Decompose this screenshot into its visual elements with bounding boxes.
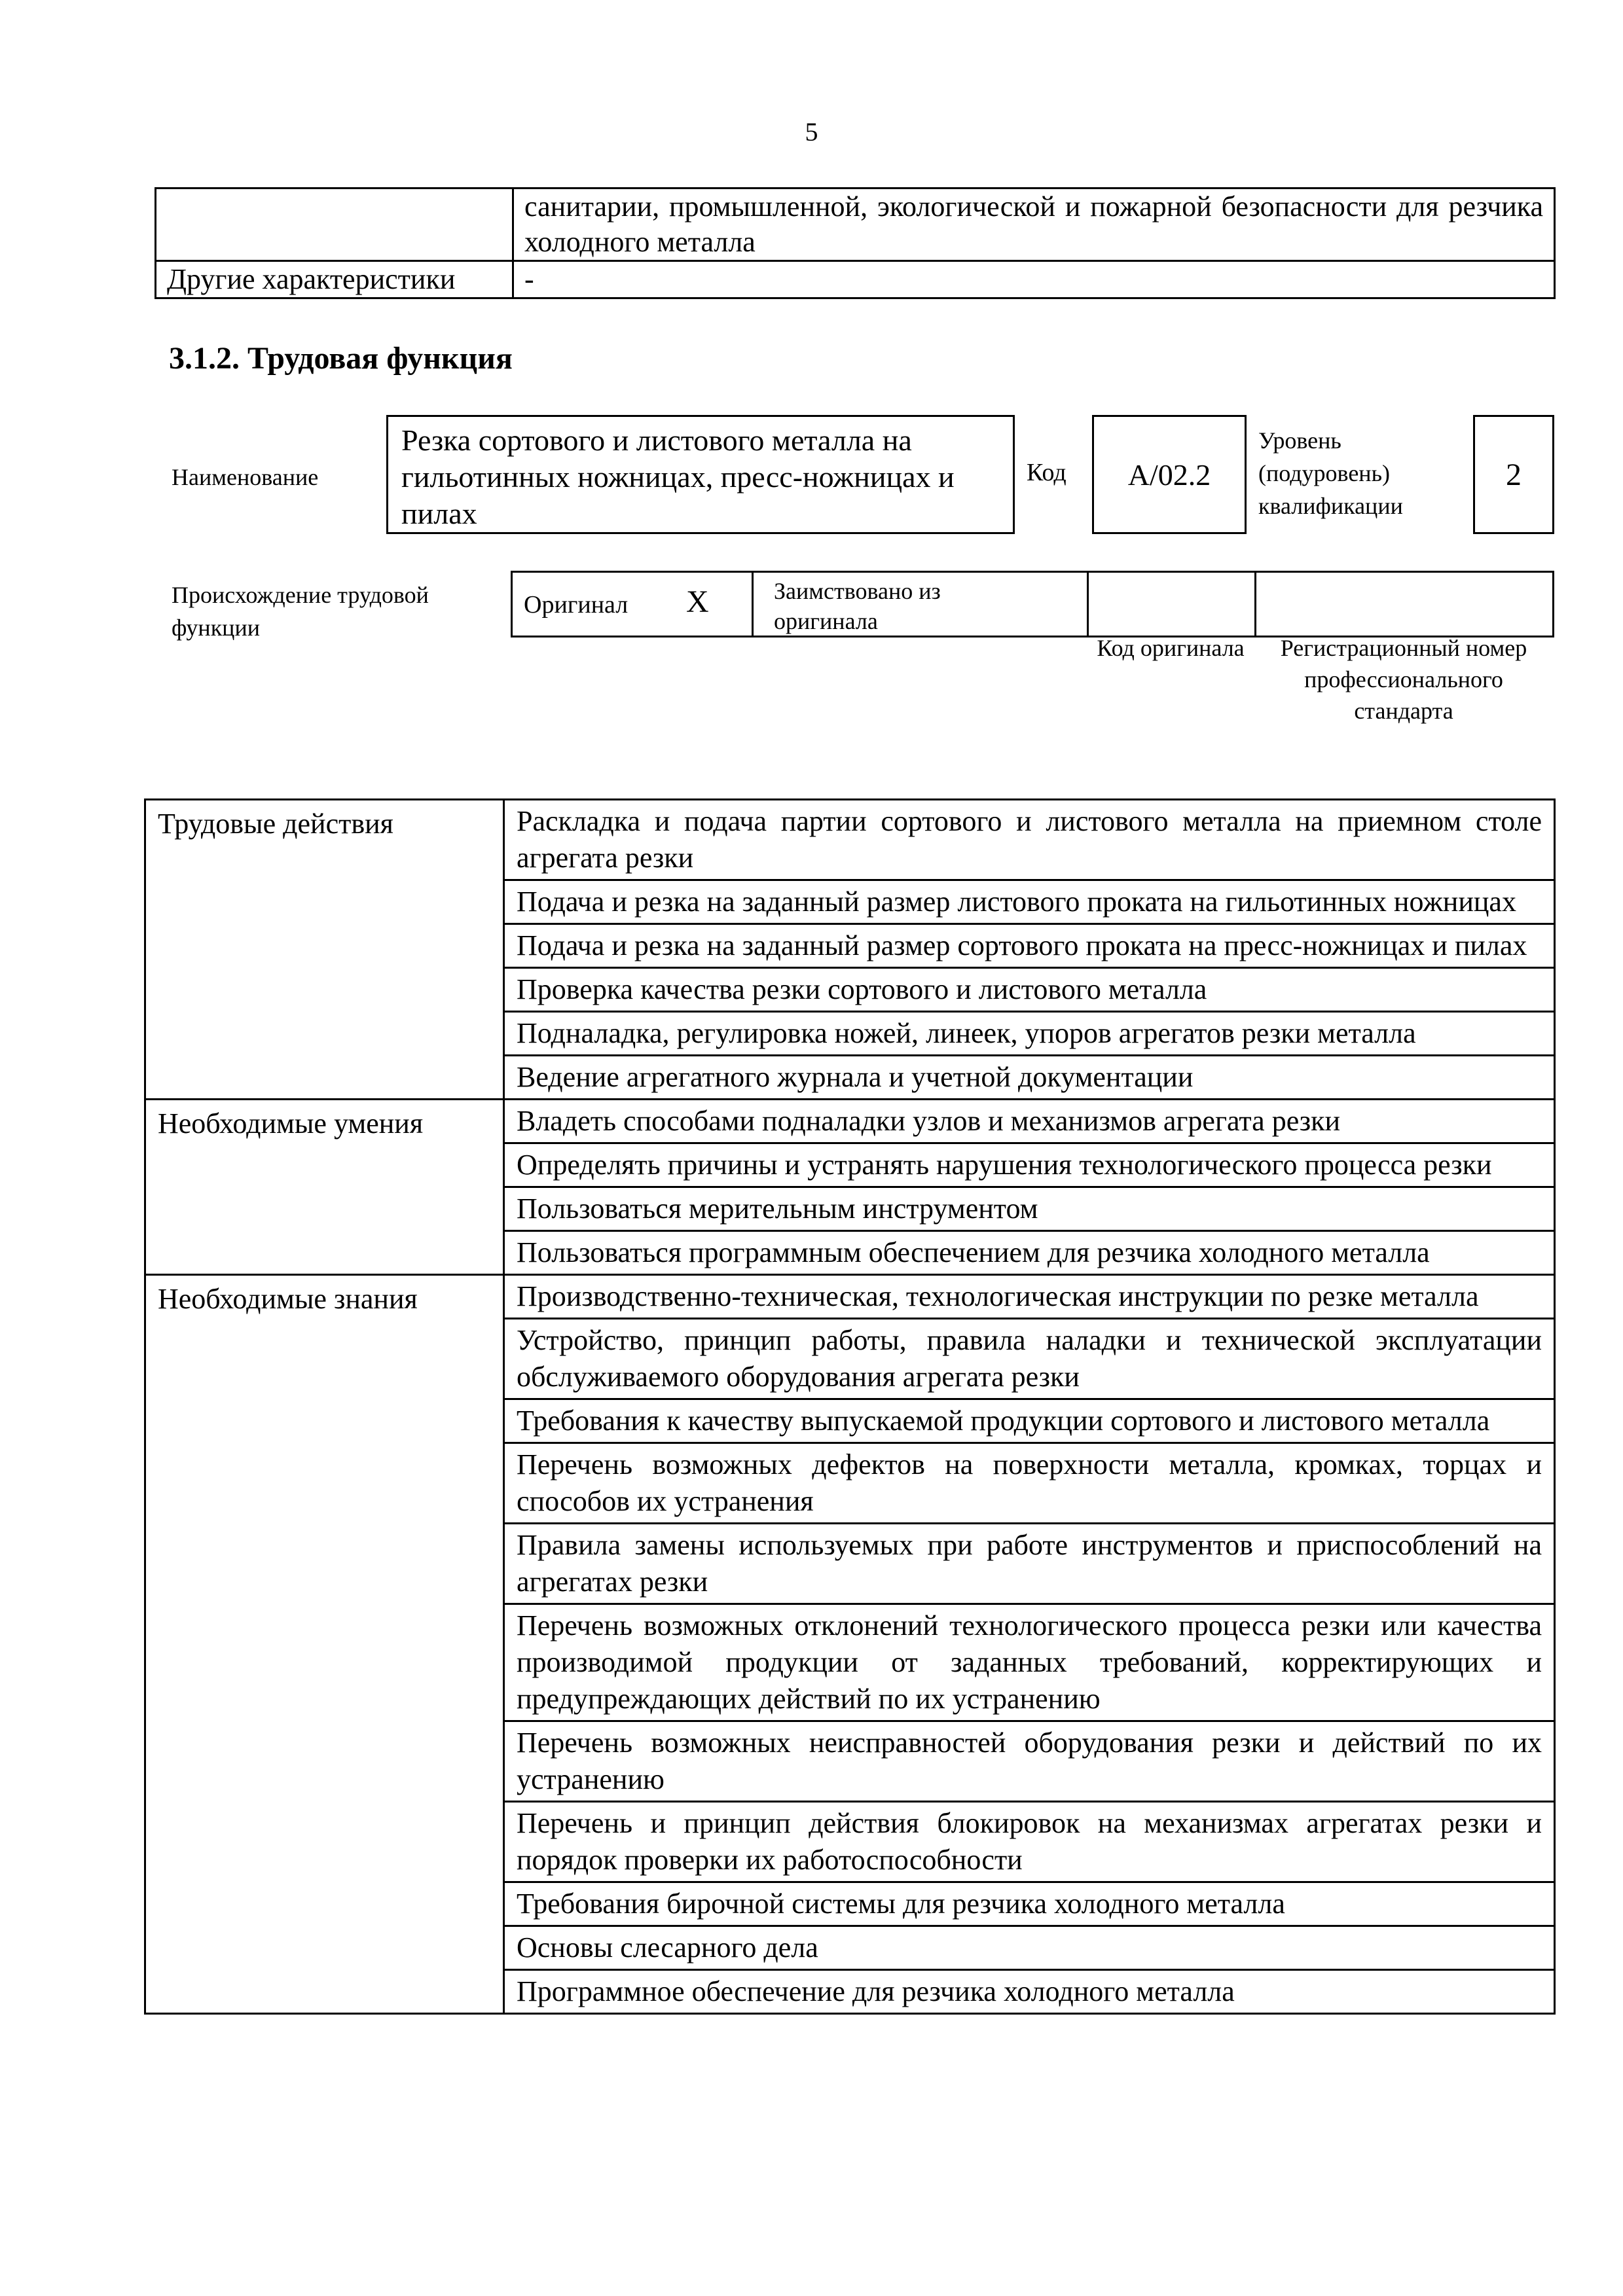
origin-label-text: Происхождение трудовой функции <box>172 582 429 641</box>
page-number: 5 <box>805 117 818 147</box>
code-label: Код <box>1027 459 1067 486</box>
borrowed-label-text: Заимствовано из оригинала <box>774 578 941 634</box>
reg-number-caption-text: Регистрационный номер профессионального стандарта <box>1280 635 1527 724</box>
reg-number-caption <box>1273 632 1535 726</box>
requirement-cell: Пользоваться программным обеспечением для резчика холодного металла <box>504 1231 1555 1275</box>
code-original-caption-text: Код оригинала <box>1097 635 1245 661</box>
borrowed-label <box>774 576 996 636</box>
requirement-cell: Производственно-техническая, технологическая инструкции по резке металла <box>504 1275 1555 1319</box>
requirement-cell: Подача и резка на заданный размер сортового проката на пресс-ножницах и пилах <box>504 924 1555 968</box>
empty-label-cell <box>156 188 513 261</box>
requirement-cell: Программное обеспечение для резчика холодного металла <box>504 1970 1555 2014</box>
requirement-cell: Ведение агрегатного журнала и учетной документации <box>504 1056 1555 1100</box>
category-cell: Трудовые действия <box>145 800 504 1100</box>
function-name-box: Резка сортового и листового металла на гильотинных ножницах, пресс-ножницах и пилах <box>386 415 1015 534</box>
requirement-cell: Правила замены используемых при работе инструментов и приспособлений на агрегатах резки <box>504 1524 1555 1604</box>
table-row <box>145 1275 1555 1319</box>
labor-function-table <box>144 798 1556 2015</box>
requirement-cell: Подналадка, регулировка ножей, линеек, упоров агрегатов резки металла <box>504 1012 1555 1056</box>
requirement-cell: Определять причины и устранять нарушения технологического процесса резки <box>504 1143 1555 1187</box>
requirement-cell: Требования к качеству выпускаемой продукции сортового и листового металла <box>504 1399 1555 1443</box>
requirement-cell: Проверка качества резки сортового и листового металла <box>504 968 1555 1012</box>
requirement-cell: Перечень возможных отклонений технологического процесса резки или качества производимой продукции от заданных требований, корректирующих и предупреждающих действий по их устранению <box>504 1604 1555 1721</box>
code-box: А/02.2 <box>1092 415 1247 534</box>
original-label: Оригинал <box>524 591 629 619</box>
origin-label <box>172 579 486 644</box>
origin-divider <box>752 571 754 637</box>
requirement-cell: Перечень возможных дефектов на поверхности металла, кромках, торцах и способов их устранения <box>504 1443 1555 1524</box>
requirement-cell: Пользоваться мерительным инструментом <box>504 1187 1555 1231</box>
table-row <box>156 188 1555 261</box>
requirement-cell: Перечень и принцип действия блокировок на механизмах агрегатах резки и порядок проверки их работоспособности <box>504 1802 1555 1882</box>
labor-function-table-body <box>145 800 1555 2014</box>
other-characteristics-value: - <box>513 261 1555 298</box>
requirement-cell: Подача и резка на заданный размер листового проката на гильотинных ножницах <box>504 880 1555 924</box>
table-row <box>145 800 1555 880</box>
category-cell: Необходимые умения <box>145 1100 504 1275</box>
category-cell: Необходимые знания <box>145 1275 504 2014</box>
name-label: Наименование <box>172 464 319 490</box>
origin-divider <box>1087 571 1089 637</box>
code-original-caption <box>1092 632 1249 664</box>
level-label <box>1258 424 1455 522</box>
other-characteristics-label: Другие характеристики <box>156 261 513 298</box>
requirement-cell: Раскладка и подача партии сортового и листового металла на приемном столе агрегата резки <box>504 800 1555 880</box>
requirement-cell: Требования бирочной системы для резчика холодного металла <box>504 1882 1555 1926</box>
origin-box <box>511 571 1554 637</box>
continuation-text: санитарии, промышленной, экологической и пожарной безопасности для резчика холодного металла <box>513 188 1555 261</box>
requirement-cell: Перечень возможных неисправностей оборудования резки и действий по их устранению <box>504 1721 1555 1802</box>
requirement-cell: Владеть способами подналадки узлов и механизмов агрегата резки <box>504 1100 1555 1143</box>
original-mark: Х <box>686 584 709 619</box>
level-label-text: Уровень (подуровень) квалификации <box>1258 427 1403 519</box>
table-row <box>145 1100 1555 1143</box>
requirement-cell: Основы слесарного дела <box>504 1926 1555 1970</box>
requirement-cell: Устройство, принцип работы, правила наладки и технической эксплуатации обслуживаемого оборудования агрегата резки <box>504 1319 1555 1399</box>
table-row <box>156 261 1555 298</box>
origin-divider <box>1254 571 1256 637</box>
level-box: 2 <box>1473 415 1554 534</box>
section-heading: 3.1.2. Трудовая функция <box>169 341 513 376</box>
characteristics-table-continuation <box>155 187 1556 299</box>
